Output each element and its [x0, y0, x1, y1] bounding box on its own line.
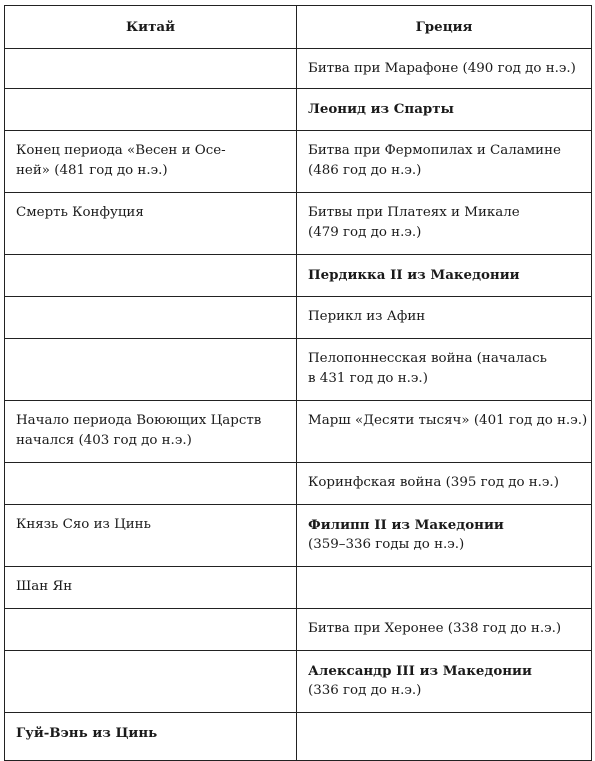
greece-cell-text: Битва при Фермопилах и Саламине	[308, 143, 561, 158]
cell-greece	[297, 89, 592, 131]
table-row	[5, 401, 592, 463]
table-row	[5, 339, 592, 401]
greece-cell-text: Александр III из Македонии	[308, 663, 532, 679]
greece-cell-text: Коринфская война (395 год до н.э.)	[308, 475, 559, 490]
greece-cell-text: Марш «Десяти тысяч» (401 год до н.э.)	[308, 413, 588, 428]
cell-china	[5, 131, 297, 193]
table-row	[5, 463, 592, 505]
greece-cell-text: Битвы при Платеях и Микале	[308, 205, 520, 220]
cell-china	[5, 713, 297, 761]
china-cell-text: начался (403 год до н.э.)	[16, 433, 192, 448]
cell-greece	[297, 193, 592, 255]
cell-greece	[297, 651, 592, 713]
cell-china	[5, 609, 297, 651]
cell-china	[5, 505, 297, 567]
table-row	[5, 131, 592, 193]
greece-cell-text: Битва при Херонее (338 год до н.э.)	[308, 621, 562, 636]
table-row	[5, 49, 592, 89]
china-cell-text: Смерть Конфуция	[16, 205, 144, 220]
cell-china	[5, 297, 297, 339]
china-cell-text: Гуй-Вэнь из Цинь	[16, 725, 158, 741]
cell-greece	[297, 609, 592, 651]
table-row	[5, 255, 592, 297]
table-row	[5, 713, 592, 761]
greece-cell-text: (359–336 годы до н.э.)	[308, 537, 465, 552]
cell-greece	[297, 255, 592, 297]
header-row	[5, 6, 592, 49]
greece-cell-text: Перикл из Афин	[308, 309, 426, 324]
cell-china	[5, 89, 297, 131]
china-cell-text: Шан Ян	[16, 579, 73, 594]
greece-cell-text: (336 год до н.э.)	[308, 683, 422, 698]
timeline-table	[4, 5, 592, 761]
greece-cell-text: Битва при Марафоне (490 год до н.э.)	[308, 61, 576, 76]
cell-china	[5, 255, 297, 297]
cell-greece	[297, 463, 592, 505]
cell-china	[5, 339, 297, 401]
china-cell-text: Князь Сяо из Цинь	[16, 517, 151, 532]
cell-china	[5, 463, 297, 505]
cell-china	[5, 651, 297, 713]
table-row	[5, 651, 592, 713]
cell-greece	[297, 297, 592, 339]
greece-cell-text: в 431 год до н.э.)	[308, 371, 428, 386]
header-china: Китай	[5, 6, 297, 49]
greece-cell-text: (486 год до н.э.)	[308, 163, 422, 178]
china-cell-text: Начало периода Воюющих Царств	[16, 413, 262, 428]
table-row	[5, 89, 592, 131]
greece-cell-text: Пердикка II из Македонии	[308, 267, 520, 283]
header-greece: Греция	[297, 6, 592, 49]
greece-cell-text: Филипп II из Македонии	[308, 517, 504, 533]
table-row	[5, 567, 592, 609]
cell-greece	[297, 401, 592, 463]
cell-china	[5, 401, 297, 463]
greece-cell-text: Леонид из Спарты	[308, 101, 454, 117]
greece-cell-text: Пелопоннесская война (началась	[308, 351, 547, 366]
china-cell-text: ней» (481 год до н.э.)	[16, 163, 168, 178]
table-row	[5, 609, 592, 651]
table-row	[5, 505, 592, 567]
greece-cell-text: (479 год до н.э.)	[308, 225, 422, 240]
table-row	[5, 193, 592, 255]
cell-greece	[297, 567, 592, 609]
table-body	[5, 49, 592, 761]
cell-greece	[297, 713, 592, 761]
cell-greece	[297, 131, 592, 193]
cell-greece	[297, 339, 592, 401]
cell-china	[5, 49, 297, 89]
cell-greece	[297, 49, 592, 89]
cell-china	[5, 567, 297, 609]
china-cell-text: Конец периода «Весен и Осе-	[16, 143, 226, 158]
cell-china	[5, 193, 297, 255]
cell-greece	[297, 505, 592, 567]
table-row	[5, 297, 592, 339]
